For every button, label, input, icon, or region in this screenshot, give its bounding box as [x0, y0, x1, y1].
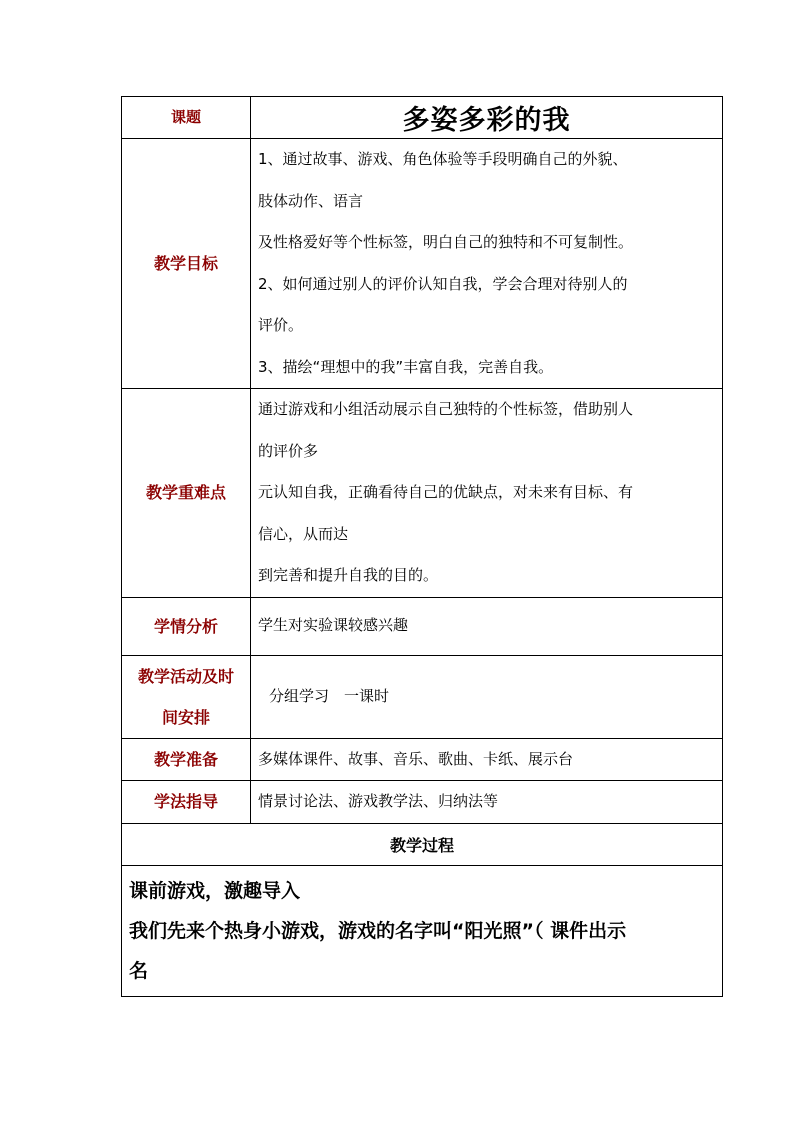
lesson-plan-table — [121, 96, 723, 997]
process-body-row — [122, 865, 723, 996]
key-points-line: 到完善和提升自我的目的。 — [258, 566, 439, 584]
analysis-label: 学情分析 — [122, 597, 251, 655]
title-row — [122, 97, 723, 139]
key-points-line: 通过游戏和小组活动展示自己独特的个性标签，借助别人 — [258, 400, 634, 418]
key-points-line: 的评价多 — [258, 441, 319, 460]
activity-label-line: 教学活动及时 — [137, 666, 234, 686]
activity-label — [122, 655, 251, 738]
goals-row — [122, 139, 723, 389]
activity-label-line: 间安排 — [161, 707, 210, 727]
process-line: 我们先来个热身小游戏，游戏的名字叫“阳光照”（ 课件出示 — [129, 919, 627, 942]
process-header: 教学过程 — [122, 823, 723, 865]
analysis-content: 学生对实验课较感兴趣 — [251, 597, 723, 655]
process-content — [122, 865, 723, 996]
key-points-content — [251, 389, 723, 598]
goals-content — [251, 139, 723, 389]
key-points-label: 教学重难点 — [122, 389, 251, 598]
goals-line: 评价。 — [258, 316, 304, 334]
key-points-line: 元认知自我，正确看待自己的优缺点，对未来有目标、有 — [258, 483, 634, 501]
key-points-line: 信心，从而达 — [258, 524, 349, 543]
preparation-row — [122, 738, 723, 781]
preparation-label: 教学准备 — [122, 738, 251, 781]
method-label: 学法指导 — [122, 781, 251, 824]
process-line: 课前游戏，激趣导入 — [129, 879, 301, 902]
goals-line: 1、通过故事、游戏、角色体验等手段明确自己的外貌、 — [258, 150, 628, 168]
preparation-content: 多媒体课件、故事、音乐、歌曲、卡纸、展示台 — [251, 738, 723, 781]
goals-label: 教学目标 — [122, 139, 251, 389]
goals-line: 2、如何通过别人的评价认知自我，学会合理对待别人的 — [258, 274, 628, 293]
method-content: 情景讨论法、游戏教学法、归纳法等 — [251, 781, 723, 824]
goals-line: 肢体动作、语言 — [258, 191, 364, 210]
goals-line: 及性格爱好等个性标签，明白自己的独特和不可复制性。 — [258, 233, 634, 251]
title-label: 课题 — [122, 97, 251, 139]
activity-row — [122, 655, 723, 738]
method-row — [122, 781, 723, 824]
activity-content: 分组学习 一课时 — [251, 655, 723, 738]
lesson-title: 多姿多彩的我 — [251, 97, 723, 139]
goals-line: 3、描绘“理想中的我”丰富自我，完善自我。 — [258, 357, 554, 376]
process-header-row — [122, 823, 723, 865]
key-points-row — [122, 389, 723, 598]
process-line: 名 — [129, 959, 149, 982]
analysis-row — [122, 597, 723, 655]
